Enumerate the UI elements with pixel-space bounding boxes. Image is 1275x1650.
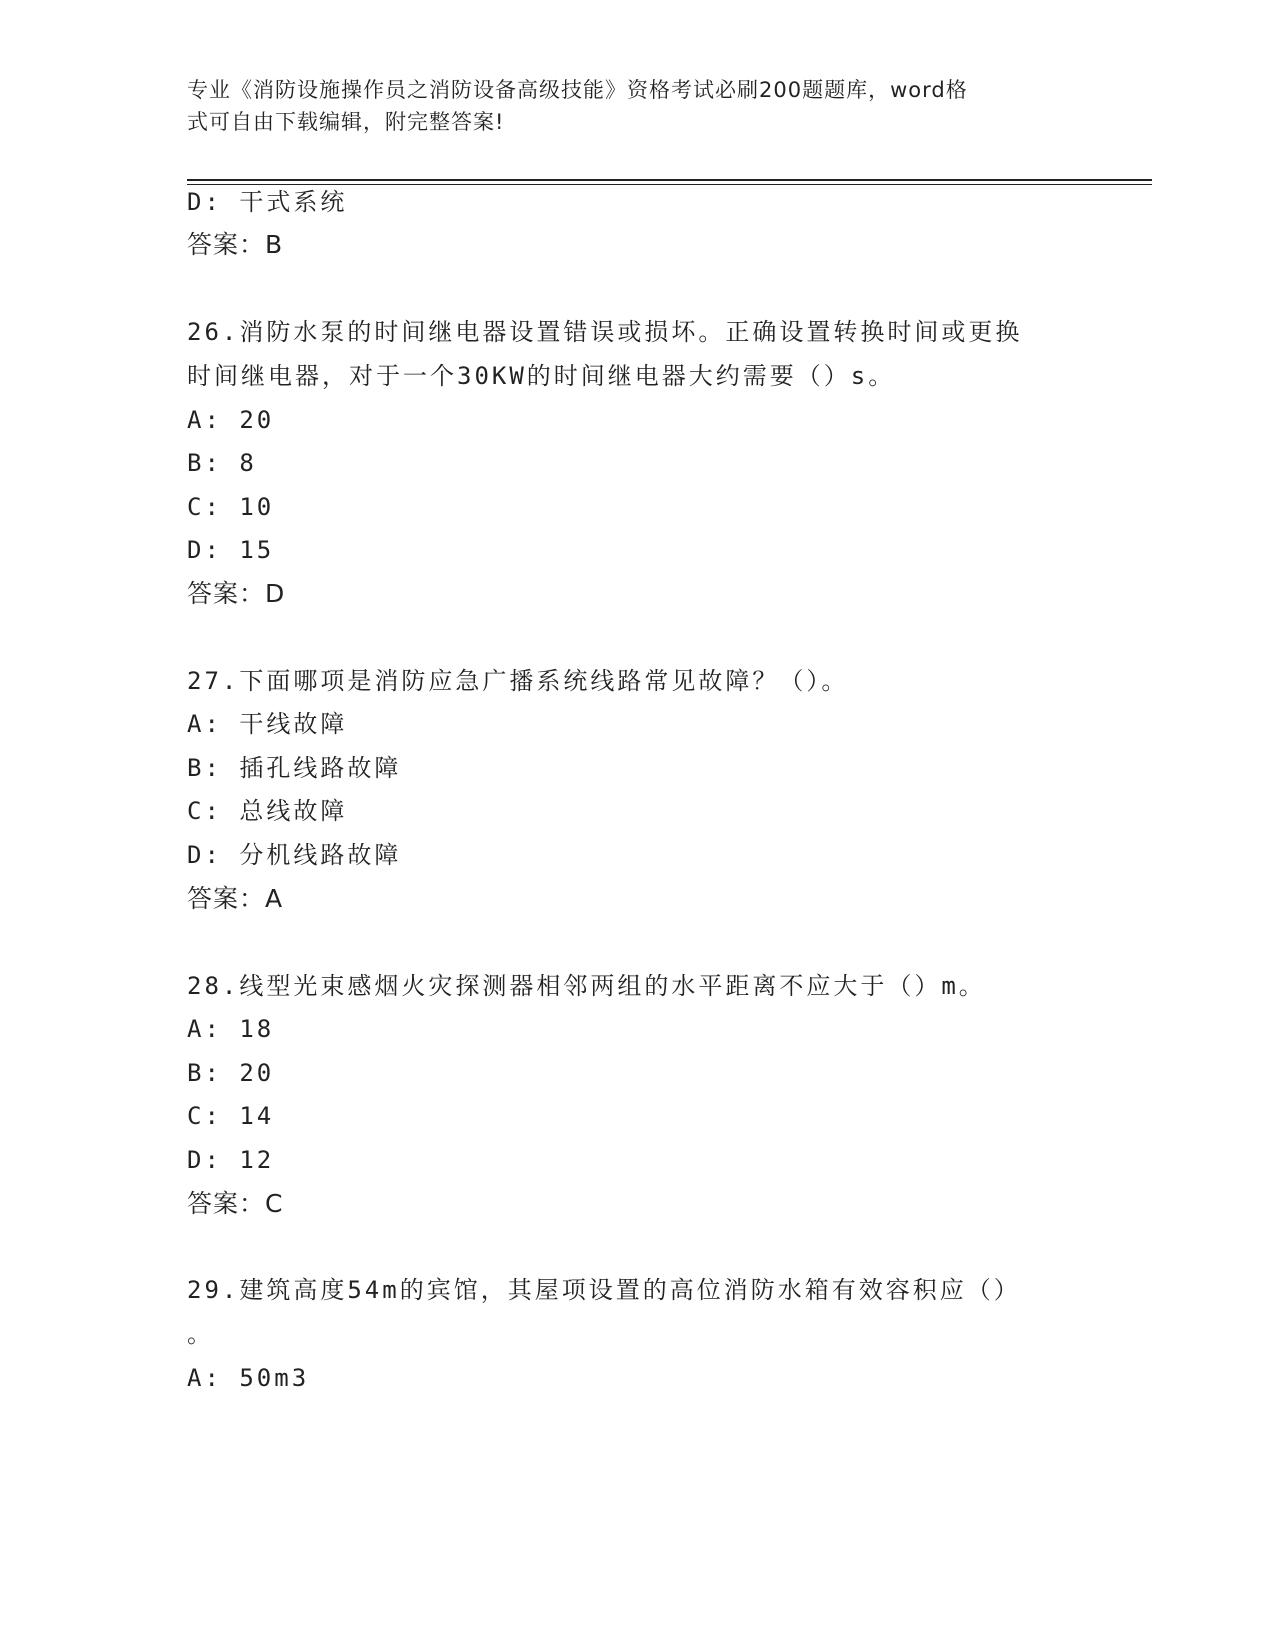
header-divider-thick bbox=[187, 179, 1152, 181]
q28-option-c: C: 14 bbox=[187, 1102, 275, 1130]
q26-option-c: C: 10 bbox=[187, 493, 275, 521]
q29-option-a: A: 50m3 bbox=[187, 1364, 310, 1392]
q26-option-a: A: 20 bbox=[187, 406, 275, 434]
q28-stem-line-1: 28.线型光束感烟火灾探测器相邻两组的水平距离不应大于（）m。 bbox=[187, 972, 986, 1000]
q27-option-b: B: 插孔线路故障 bbox=[187, 754, 402, 782]
q26-answer: 答案：D bbox=[187, 579, 286, 608]
q28-option-a: A: 18 bbox=[187, 1015, 275, 1043]
document-header bbox=[187, 74, 1067, 138]
q27-answer: 答案：A bbox=[187, 884, 284, 913]
header-divider-thin bbox=[187, 184, 1152, 185]
q28-answer: 答案：C bbox=[187, 1189, 284, 1218]
q26-option-b: B: 8 bbox=[187, 449, 257, 477]
q29-stem-line-1: 29.建筑高度54m的宾馆，其屋项设置的高位消防水箱有效容积应（） bbox=[187, 1276, 1021, 1304]
q28-option-b: B: 20 bbox=[187, 1059, 275, 1087]
q29-stem-line-2: 。 bbox=[187, 1320, 214, 1348]
q28-option-d: D: 12 bbox=[187, 1146, 275, 1174]
q27-stem-line-1: 27.下面哪项是消防应急广播系统线路常见故障？（）。 bbox=[187, 667, 849, 695]
q25-option-d: D: 干式系统 bbox=[187, 188, 348, 216]
header-line-2: 式可自由下载编辑，附完整答案! bbox=[187, 110, 505, 134]
q27-option-c: C: 总线故障 bbox=[187, 797, 348, 825]
q25-answer: 答案：B bbox=[187, 230, 284, 259]
q26-stem-line-1: 26.消防水泵的时间继电器设置错误或损坏。正确设置转换时间或更换 bbox=[187, 318, 1023, 346]
q26-stem-line-2: 时间继电器，对于一个30KW的时间继电器大约需要（）s。 bbox=[187, 362, 896, 390]
header-line-1: 专业《消防设施操作员之消防设备高级技能》资格考试必刷200题题库，word格 bbox=[187, 78, 968, 102]
q27-option-d: D: 分机线路故障 bbox=[187, 841, 402, 869]
q27-option-a: A: 干线故障 bbox=[187, 710, 348, 738]
q26-option-d: D: 15 bbox=[187, 536, 275, 564]
